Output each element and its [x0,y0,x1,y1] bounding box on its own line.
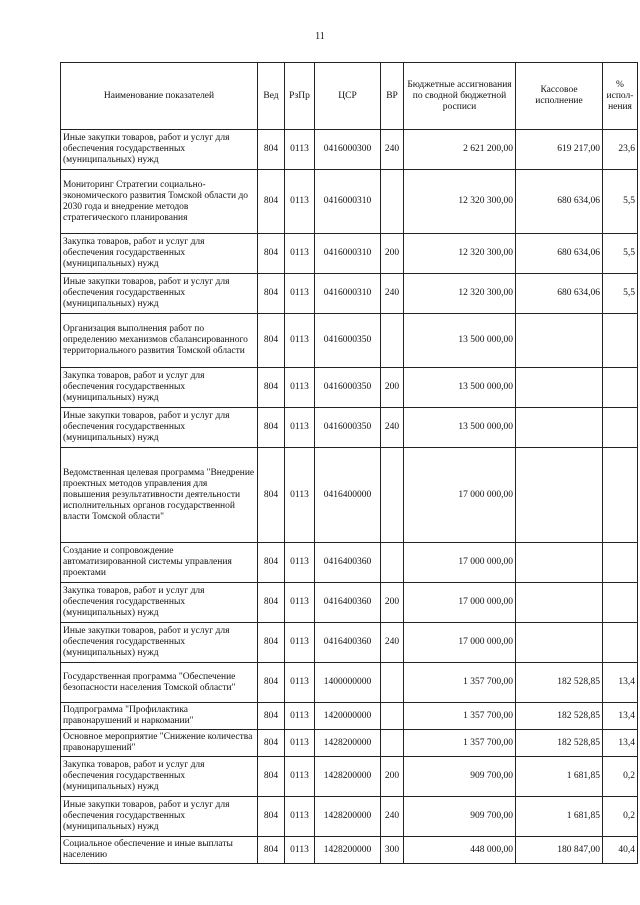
cell-vr [381,448,404,543]
cell-rzpr: 0113 [285,170,315,234]
cell-ved: 804 [258,234,285,274]
cell-ved: 804 [258,837,285,864]
cell-budget: 12 320 300,00 [404,170,516,234]
header-rzpr: РзПр [285,63,315,130]
cell-pct [603,448,638,543]
cell-cash [516,543,603,583]
cell-pct: 0,2 [603,757,638,797]
cell-vr: 240 [381,797,404,837]
cell-budget: 13 500 000,00 [404,314,516,368]
cell-pct [603,408,638,448]
cell-rzpr: 0113 [285,730,315,757]
table-row [61,368,638,408]
cell-cash [516,408,603,448]
cell-pct: 13,4 [603,703,638,730]
cell-rzpr: 0113 [285,623,315,663]
cell-pct: 13,4 [603,730,638,757]
cell-pct: 5,5 [603,170,638,234]
cell-budget: 17 000 000,00 [404,448,516,543]
cell-name: Закупка товаров, работ и услуг для обеспечения государственных (муниципальных) нужд [61,234,258,274]
cell-budget: 17 000 000,00 [404,623,516,663]
cell-vr [381,730,404,757]
cell-pct: 23,6 [603,130,638,170]
cell-csr: 1428200000 [315,757,381,797]
cell-name: Закупка товаров, работ и услуг для обеспечения государственных (муниципальных) нужд [61,583,258,623]
cell-csr: 1400000000 [315,663,381,703]
table-row [61,703,638,730]
table-row [61,234,638,274]
cell-vr: 200 [381,368,404,408]
cell-rzpr: 0113 [285,448,315,543]
cell-name: Закупка товаров, работ и услуг для обеспечения государственных (муниципальных) нужд [61,757,258,797]
table-row [61,837,638,864]
page-number: 11 [315,31,325,42]
cell-ved: 804 [258,663,285,703]
cell-ved: 804 [258,314,285,368]
budget-table [60,62,638,864]
cell-pct [603,583,638,623]
cell-cash: 680 634,06 [516,170,603,234]
cell-csr: 1420000000 [315,703,381,730]
table-row [61,130,638,170]
cell-rzpr: 0113 [285,837,315,864]
table-row [61,663,638,703]
cell-budget: 909 700,00 [404,757,516,797]
cell-cash: 680 634,06 [516,234,603,274]
cell-csr: 0416000350 [315,368,381,408]
cell-rzpr: 0113 [285,583,315,623]
cell-ved: 804 [258,703,285,730]
cell-name: Иные закупки товаров, работ и услуг для обеспечения государственных (муниципальных) нужд [61,130,258,170]
cell-name: Закупка товаров, работ и услуг для обеспечения государственных (муниципальных) нужд [61,368,258,408]
cell-vr [381,543,404,583]
cell-rzpr: 0113 [285,703,315,730]
cell-cash [516,583,603,623]
cell-name: Создание и сопровождение автоматизированной системы управления проектами [61,543,258,583]
cell-ved: 804 [258,623,285,663]
cell-csr: 0416000300 [315,130,381,170]
cell-cash: 680 634,06 [516,274,603,314]
cell-cash: 1 681,85 [516,797,603,837]
cell-rzpr: 0113 [285,663,315,703]
cell-pct: 0,2 [603,797,638,837]
cell-csr: 0416000350 [315,314,381,368]
cell-budget: 17 000 000,00 [404,583,516,623]
cell-name: Ведомственная целевая программа "Внедрение проектных методов управления для повышения результативности деятельности исполнительных органов государственной власти Томской области" [61,448,258,543]
cell-pct: 40,4 [603,837,638,864]
cell-pct: 13,4 [603,663,638,703]
cell-csr: 0416000310 [315,234,381,274]
cell-ved: 804 [258,130,285,170]
cell-ved: 804 [258,170,285,234]
cell-name: Основное мероприятие "Снижение количества правонарушений" [61,730,258,757]
cell-ved: 804 [258,757,285,797]
cell-csr: 0416400360 [315,543,381,583]
header-name: Наименование показателей [61,63,258,130]
cell-cash: 182 528,85 [516,703,603,730]
cell-csr: 1428200000 [315,797,381,837]
cell-vr: 240 [381,130,404,170]
table-row [61,448,638,543]
cell-budget: 13 500 000,00 [404,408,516,448]
cell-vr [381,663,404,703]
cell-vr: 200 [381,234,404,274]
cell-budget: 12 320 300,00 [404,274,516,314]
cell-rzpr: 0113 [285,234,315,274]
cell-budget: 12 320 300,00 [404,234,516,274]
cell-rzpr: 0113 [285,130,315,170]
cell-csr: 0416000310 [315,170,381,234]
cell-vr: 300 [381,837,404,864]
table-row [61,543,638,583]
cell-budget: 1 357 700,00 [404,663,516,703]
cell-cash: 619 217,00 [516,130,603,170]
cell-budget: 1 357 700,00 [404,703,516,730]
cell-name: Мониторинг Стратегии социально-экономического развития Томской области до 2030 года и внедрение методов стратегического планирования [61,170,258,234]
cell-ved: 804 [258,274,285,314]
cell-cash: 180 847,00 [516,837,603,864]
cell-rzpr: 0113 [285,274,315,314]
cell-rzpr: 0113 [285,408,315,448]
cell-csr: 0416400000 [315,448,381,543]
cell-rzpr: 0113 [285,543,315,583]
cell-vr [381,170,404,234]
cell-vr: 200 [381,757,404,797]
table-row [61,797,638,837]
header-cash: Кассовое исполнение [516,63,603,130]
cell-name: Социальное обеспечение и иные выплаты населению [61,837,258,864]
cell-budget: 2 621 200,00 [404,130,516,170]
header-csr: ЦСР [315,63,381,130]
cell-name: Иные закупки товаров, работ и услуг для обеспечения государственных (муниципальных) нужд [61,797,258,837]
cell-cash [516,448,603,543]
cell-rzpr: 0113 [285,757,315,797]
cell-pct [603,314,638,368]
cell-cash: 1 681,85 [516,757,603,797]
cell-vr: 240 [381,623,404,663]
cell-csr: 0416000350 [315,408,381,448]
header-row [61,63,638,130]
table-row [61,274,638,314]
table-row [61,757,638,797]
cell-cash [516,314,603,368]
cell-name: Иные закупки товаров, работ и услуг для обеспечения государственных (муниципальных) нужд [61,274,258,314]
cell-csr: 0416400360 [315,583,381,623]
cell-budget: 17 000 000,00 [404,543,516,583]
cell-name: Государственная программа "Обеспечение безопасности населения Томской области" [61,663,258,703]
cell-pct [603,368,638,408]
cell-pct [603,623,638,663]
cell-budget: 13 500 000,00 [404,368,516,408]
cell-name: Подпрограмма "Профилактика правонарушений и наркомании" [61,703,258,730]
cell-vr: 240 [381,408,404,448]
cell-ved: 804 [258,448,285,543]
cell-pct: 5,5 [603,274,638,314]
table-row [61,730,638,757]
cell-pct [603,543,638,583]
table-row [61,408,638,448]
cell-name: Иные закупки товаров, работ и услуг для обеспечения государственных (муниципальных) нужд [61,408,258,448]
cell-vr: 240 [381,274,404,314]
header-budget: Бюджетные ассигнования по сводной бюджетной росписи [404,63,516,130]
header-ved: Вед [258,63,285,130]
cell-name: Иные закупки товаров, работ и услуг для обеспечения государственных (муниципальных) нужд [61,623,258,663]
table-row [61,170,638,234]
cell-cash [516,368,603,408]
cell-rzpr: 0113 [285,314,315,368]
cell-pct: 5,5 [603,234,638,274]
cell-name: Организация выполнения работ по определению механизмов сбалансированного территориального развития Томской области [61,314,258,368]
cell-cash: 182 528,85 [516,663,603,703]
cell-vr: 200 [381,583,404,623]
cell-csr: 1428200000 [315,730,381,757]
cell-budget: 909 700,00 [404,797,516,837]
cell-csr: 1428200000 [315,837,381,864]
cell-budget: 1 357 700,00 [404,730,516,757]
table-row [61,314,638,368]
cell-ved: 804 [258,730,285,757]
cell-ved: 804 [258,408,285,448]
cell-vr [381,314,404,368]
cell-rzpr: 0113 [285,368,315,408]
cell-ved: 804 [258,583,285,623]
cell-ved: 804 [258,368,285,408]
cell-cash: 182 528,85 [516,730,603,757]
table-row [61,583,638,623]
table-row [61,623,638,663]
cell-csr: 0416400360 [315,623,381,663]
cell-vr [381,703,404,730]
cell-ved: 804 [258,543,285,583]
header-pct: % испол-нения [603,63,638,130]
cell-ved: 804 [258,797,285,837]
cell-cash [516,623,603,663]
cell-budget: 448 000,00 [404,837,516,864]
cell-csr: 0416000310 [315,274,381,314]
cell-rzpr: 0113 [285,797,315,837]
header-vr: ВР [381,63,404,130]
